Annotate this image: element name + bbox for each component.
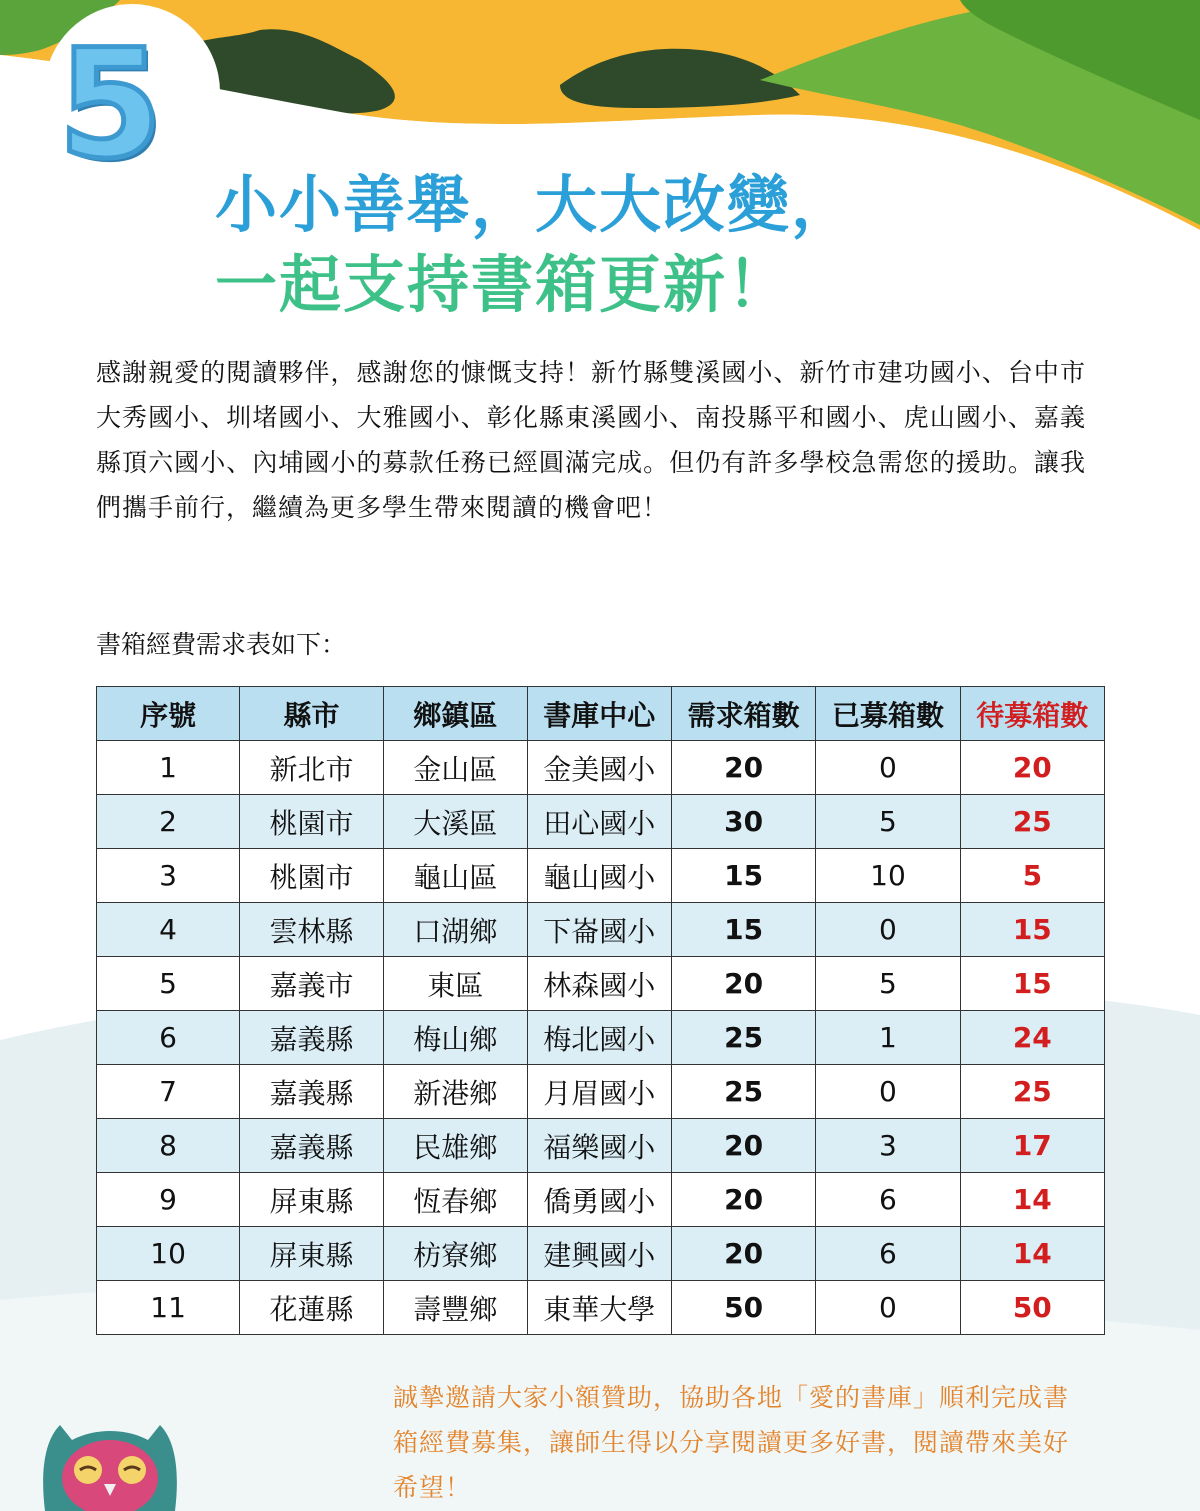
cell-library-center: 下崙國小 [527, 903, 671, 957]
cell-required: 20 [671, 1173, 815, 1227]
cell-required: 20 [671, 957, 815, 1011]
cell-county: 屏東縣 [240, 1173, 384, 1227]
cell-county: 雲林縣 [240, 903, 384, 957]
table-row [97, 957, 1105, 1011]
cell-library-center: 龜山國小 [527, 849, 671, 903]
page-title-line1: 小小善舉，大大改變， [215, 168, 856, 241]
header-required-boxes: 需求箱數 [671, 687, 815, 741]
cell-required: 25 [671, 1011, 815, 1065]
table-row [97, 1119, 1105, 1173]
cell-township: 恆春鄉 [383, 1173, 527, 1227]
header-county: 縣市 [240, 687, 384, 741]
cell-serial: 8 [97, 1119, 240, 1173]
cell-raised: 6 [816, 1227, 960, 1281]
cell-pending: 14 [960, 1227, 1104, 1281]
cell-library-center: 金美國小 [527, 741, 671, 795]
header-pending-boxes: 待募箱數 [960, 687, 1104, 741]
cell-raised: 10 [816, 849, 960, 903]
header-serial: 序號 [97, 687, 240, 741]
cell-required: 50 [671, 1281, 815, 1335]
header-township: 鄉鎮區 [383, 687, 527, 741]
cell-county: 桃園市 [240, 849, 384, 903]
cell-county: 嘉義縣 [240, 1011, 384, 1065]
table-body [97, 741, 1105, 1335]
table-row [97, 1011, 1105, 1065]
cell-required: 20 [671, 1227, 815, 1281]
cell-serial: 11 [97, 1281, 240, 1335]
cell-raised: 0 [816, 1065, 960, 1119]
cell-required: 30 [671, 795, 815, 849]
cell-library-center: 福樂國小 [527, 1119, 671, 1173]
cell-library-center: 建興國小 [527, 1227, 671, 1281]
invitation-message: 誠摯邀請大家小額贊助，協助各地「愛的書庫」順利完成書箱經費募集，讓師生得以分享閱讀更多好書，閱讀帶來美好希望！ [393, 1383, 1070, 1502]
cell-pending: 25 [960, 795, 1104, 849]
cell-pending: 15 [960, 903, 1104, 957]
cell-township: 壽豐鄉 [383, 1281, 527, 1335]
cell-pending: 25 [960, 1065, 1104, 1119]
intro-paragraph: 感謝親愛的閱讀夥伴，感謝您的慷慨支持！新竹縣雙溪國小、新竹市建功國小、台中市大秀國小、圳堵國小、大雅國小、彰化縣東溪國小、南投縣平和國小、虎山國小、嘉義縣頂六國小、內埔國小的募款任務已經圓滿完成。但仍有許多學校急需您的援助。讓我們攜手前行，繼續為更多學生帶來閱讀的機會吧！ [96, 358, 1086, 522]
cell-township: 枋寮鄉 [383, 1227, 527, 1281]
cell-township: 龜山區 [383, 849, 527, 903]
header-library-center: 書庫中心 [527, 687, 671, 741]
header-raised-boxes: 已募箱數 [816, 687, 960, 741]
cell-raised: 0 [816, 903, 960, 957]
page-title-line2: 一起支持書箱更新！ [215, 248, 792, 321]
cell-library-center: 月眉國小 [527, 1065, 671, 1119]
cell-serial: 4 [97, 903, 240, 957]
table-row [97, 903, 1105, 957]
cell-county: 嘉義市 [240, 957, 384, 1011]
cell-serial: 9 [97, 1173, 240, 1227]
cell-serial: 10 [97, 1227, 240, 1281]
cell-county: 新北市 [240, 741, 384, 795]
cell-required: 15 [671, 849, 815, 903]
cell-library-center: 林森國小 [527, 957, 671, 1011]
table-row [97, 1173, 1105, 1227]
table-row [97, 795, 1105, 849]
cell-raised: 1 [816, 1011, 960, 1065]
cell-raised: 5 [816, 795, 960, 849]
cell-required: 25 [671, 1065, 815, 1119]
cell-county: 嘉義縣 [240, 1065, 384, 1119]
cell-pending: 50 [960, 1281, 1104, 1335]
table-row [97, 741, 1105, 795]
step-number: 5 [58, 18, 163, 192]
cell-serial: 7 [97, 1065, 240, 1119]
owl-mascot [43, 1425, 177, 1511]
cell-serial: 5 [97, 957, 240, 1011]
cell-serial: 3 [97, 849, 240, 903]
cell-raised: 6 [816, 1173, 960, 1227]
cell-raised: 5 [816, 957, 960, 1011]
cell-required: 20 [671, 741, 815, 795]
cell-raised: 0 [816, 1281, 960, 1335]
cell-pending: 17 [960, 1119, 1104, 1173]
table-row [97, 1065, 1105, 1119]
table-row [97, 1227, 1105, 1281]
table-row [97, 849, 1105, 903]
cell-pending: 15 [960, 957, 1104, 1011]
cell-serial: 6 [97, 1011, 240, 1065]
cell-serial: 1 [97, 741, 240, 795]
cell-township: 東區 [383, 957, 527, 1011]
cell-pending: 5 [960, 849, 1104, 903]
cell-pending: 20 [960, 741, 1104, 795]
cell-pending: 24 [960, 1011, 1104, 1065]
cell-county: 桃園市 [240, 795, 384, 849]
cell-library-center: 僑勇國小 [527, 1173, 671, 1227]
cell-serial: 2 [97, 795, 240, 849]
cell-township: 口湖鄉 [383, 903, 527, 957]
cell-township: 民雄鄉 [383, 1119, 527, 1173]
cell-library-center: 梅北國小 [527, 1011, 671, 1065]
cell-pending: 14 [960, 1173, 1104, 1227]
cell-county: 嘉義縣 [240, 1119, 384, 1173]
cell-township: 金山區 [383, 741, 527, 795]
cell-required: 20 [671, 1119, 815, 1173]
cell-township: 大溪區 [383, 795, 527, 849]
cell-library-center: 田心國小 [527, 795, 671, 849]
table-caption: 書箱經費需求表如下： [96, 630, 347, 659]
cell-county: 屏東縣 [240, 1227, 384, 1281]
cell-library-center: 東華大學 [527, 1281, 671, 1335]
cell-township: 新港鄉 [383, 1065, 527, 1119]
table-row [97, 1281, 1105, 1335]
table-header-row [97, 687, 1105, 741]
cell-county: 花蓮縣 [240, 1281, 384, 1335]
cell-raised: 3 [816, 1119, 960, 1173]
cell-required: 15 [671, 903, 815, 957]
cell-township: 梅山鄉 [383, 1011, 527, 1065]
cell-raised: 0 [816, 741, 960, 795]
book-box-budget-table [96, 686, 1105, 1335]
